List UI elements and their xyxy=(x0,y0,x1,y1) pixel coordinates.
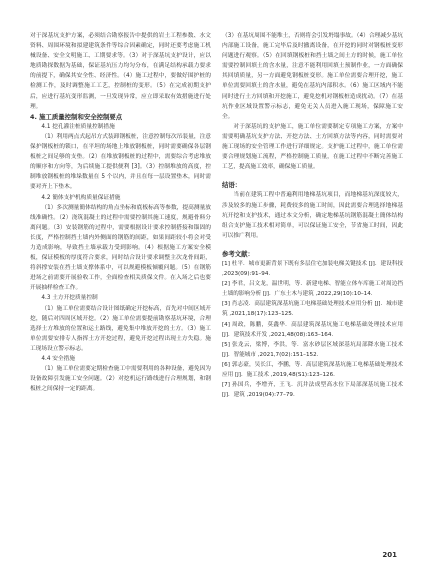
reference-item: [4] 周政，陈鹏，莫鑫华．高层建筑深基坑施工电梯基础处理技术应用 [J]．建筑技术开发 ,2021,48(08):163–164. xyxy=(222,321,403,338)
body-paragraph: 对于深基坑的支护施工，施工单位需要制定专项施工方案，方案中需要明确基坑支护方法、开挖方法、土方回填方法等内容，同时需要对施工现场的安全管理工作进行详细规定。支护施工过程中，施工单位需要合理规划施工流程，严格控制施工质量，在施工过程中不断完善施工工艺，提高施工效率，确保施工质量。 xyxy=(222,123,403,171)
reference-item: [3] 肖志凌．高层建筑深基坑施工电梯基础处理技术应用分析 [J]．城市建筑 ,2021,18(17):123–125. xyxy=(222,301,403,318)
page-number: 201 xyxy=(382,551,397,559)
body-paragraph: 对于深基坑支护方案，必须结合勘察报告中提供的岩土工程参数、水文资料、周围环境和拟建建筑条件等综合因素确定，同时还要考虑施工机械设备、安全文明施工、工期要求等。（3）对于深基坑支护设计，应以地质勘探数据为基础，保证基坑压力均匀分布，在满足结构承载力要求的前提下，确保其安全性、经济性。（4）施工过程中，要做好围护桩的检测工作，及时调整施工工艺，控制桩的变形。（5）在完成初期支护后，应进行基坑变形监测，一旦发现异常，应立即采取有效措施进行处理。 xyxy=(30,33,211,110)
reference-item: [6] 郭志豪，吴长江，李鹏，等．高层建筑深基坑施工电梯基础处理技术应用 [J]．施工技术 ,2019,48(S1):123–126. xyxy=(222,361,403,378)
right-column xyxy=(222,31,403,400)
subsection-heading: 4.4 安全措施 xyxy=(41,356,75,362)
section-heading: 4. 施工质量控制和安全控制要点 xyxy=(30,112,123,121)
left-column xyxy=(30,31,211,394)
conclusion-heading: 结语： xyxy=(222,181,242,190)
body-paragraph: （3）在基坑周围不能堆土，否则将会引发坍塌事故。（4）合理减少基坑内部施工设备，施工完毕后及时撤离设备，在开挖的同时对钢板桩变形问题进行观察。（5）在回填钢板桩和挡土墙之间土方的时候，施工单位需要控制回填土的含水量，注意不能利用回填土预制作业，一方面确保其回填质量，另一方面避免钢板桩变形。施工单位需要合理开挖，施工单位需要回填土的含水量，避免在基坑内部积水。（6）施工区域内不能同时进行土方回填和开挖施工，避免挖机对钢板桩造成扰动。（7）在基坑作业区域设置警示标志，避免无关人员进入施工现场，保障施工安全。 xyxy=(222,33,403,120)
reference-item: [5] 张龙云，梁博，李洪，等．富水砂层区域深基坑局部降水施工技术 [J]．智能城市 ,2021,7(02):151–152. xyxy=(222,341,403,358)
references-list xyxy=(222,259,403,400)
reference-item: [7] 孙国兵，李增齐，王飞．沉井法成型高水位下局部深基坑施工技术 [J]．建筑 ,2019(04):77–79. xyxy=(222,382,403,399)
references-heading: 参考文献： xyxy=(222,249,254,258)
conclusion-paragraph: 当前在建筑工程中普遍利用地梯基坑项目，而地梯基坑深度较大，涉及较多的施工步骤，耗费较多的施工时间，因此需要合理选择地梯基坑开挖和支护技术，通过本文分析，确定地梯基坑钢筋混凝土簡体结构组合支护施工技术相对简单，可以保证施工安全，节省施工时间，因此可以推广利用。 xyxy=(222,192,403,239)
subsection-heading: 4.1 挖孔灌注桩质量控制措施 xyxy=(41,123,115,130)
subsection-heading: 4.2 簡体支护机构质量保证措施 xyxy=(41,194,121,201)
reference-item: [1] 杜平．城市更新背景下既有多层住宅加装电梯关键技术 [J]．建设科技 ,2023(09):91–94. xyxy=(222,260,403,278)
body-paragraph: （1）施工单位需要结合设计图纸确定开挖标高，首先对中间区域开挖，随后对四周区域开挖。（2）施工单位需要提前勘察基坑环境，合理选择土方堆放的位置和运土路线，避免集中堆放开挖的土方。（3）施工单位需要安排专人指挥土方开挖过程，避免开挖过程出现土方失稳。施工现场设立警示标志。 xyxy=(30,305,211,352)
body-paragraph: （1）利用两点式起吊方式装卸钢板桩，注意控制每次吊装量，注意保护钢板桩的锁口，在平坦的场地上堆放钢板桩，同时需要确保各层钢板桩之间足够的支垫。（2）在堆放钢板桩的过程中，需要综合考虑堆放的顺序和方向等，为后续施工提供便利 [3]。（3）控制堆放的高度，控制堆放钢板桩的堆垛数量在 5 个以内，并且在每一层设置垫木，同时需要对齐上下垫木。 xyxy=(30,133,211,191)
subsection-heading: 4.3 土方开挖质量控制 xyxy=(41,295,98,302)
reference-item: [2] 李君，吕文龙，温世明，等．新建电梯、智能立体车库施工对周边挡土墙的影响分析 [J]．广东土木与建筑 ,2022,29(10):10–14. xyxy=(222,281,403,298)
body-paragraph: （1）施工单位需要定期检查施工中需要利用的各种设备，避免因为设备故障引发施工安全问题。（2）对挖机运行路线进行合理规划，和钢板桩之间保持一定的距离。 xyxy=(30,366,211,393)
body-paragraph: （1）多次测量簡体结构的角点坐标和底板标高等参数，提高测量放线准确性。（2）浇筑混凝土的过程中需要控制其施工速度，规避骨料分离问题。（3）安装钢筋的过程中，需要根据设计要求控制搭接和锚固的长度，严格控制挡土墙内外侧面的钢筋的间距，如果间距较小将会对受力造成影响，导致挡土墙承载力受到影响。（4）根据施工方案安全模板，保证模板的厚度符合要求，同时结合设计要求调整主次龙骨间距，将斜撑安装在挡土墙支撑体系中，可以规避模板倾覆问题。（5）在钢筋进场之前需要开展验收工作，全面检查相关质保文件。在入场之后也要开展抽样检查工作。 xyxy=(30,204,211,292)
